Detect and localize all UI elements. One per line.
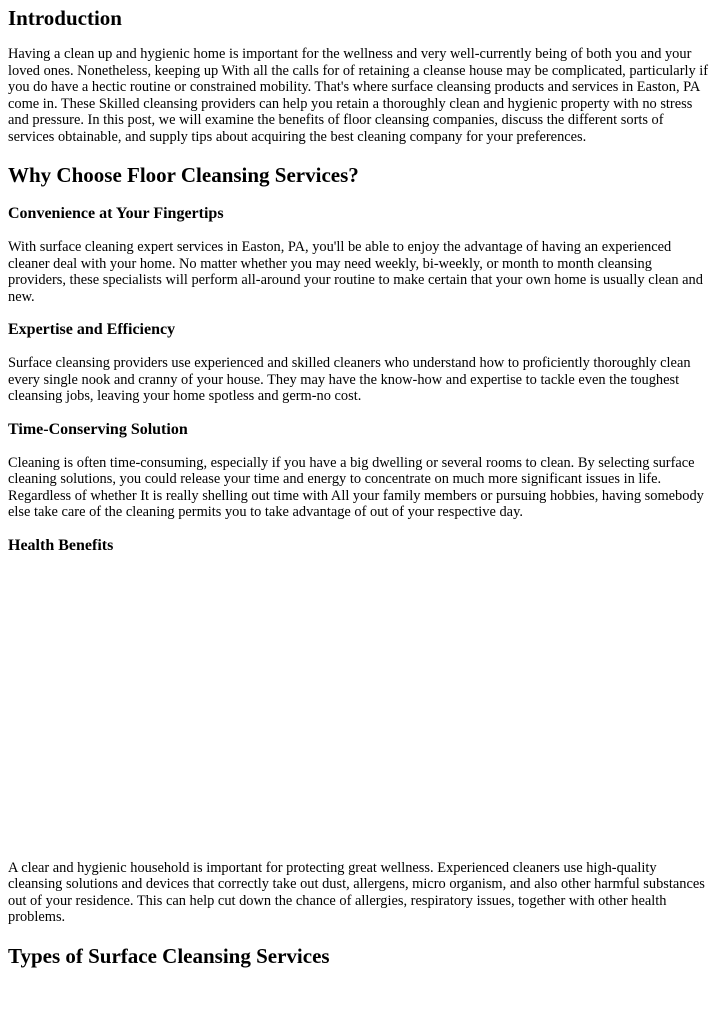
article [0, 6, 720, 968]
types-heading: Types of Surface Cleansing Services [8, 943, 330, 968]
time-conserving-paragraph: Cleaning is often time-consuming, especially if you have a big dwelling or several rooms to clean. By selecting surface cleaning solutions, you could release your time and energy to concentrate on much more significant issues in life. Regardless of whether It is really shelling out time with All your family members or pursuing hobbies, having somebody else take care of the cleaning permits you to take advantage of out of your respective day. [8, 454, 704, 520]
health-benefits-heading: Health Benefits [8, 536, 114, 554]
intro-heading: Introduction [8, 6, 122, 30]
intro-paragraph: Having a clean up and hygienic home is important for the wellness and very well-currently being of both you and your loved ones. Nonetheless, keeping up With all the calls for of retaining a cleanse house may be complicated, particularly if you do have a hectic routine or constrained mobility. That's where surface cleansing products and services in Easton, PA come in. These Skilled cleansing providers can help you retain a thoroughly clean and hygienic property with no stress and pressure. In this post, we will examine the benefits of floor cleansing companies, discuss the different sorts of services obtainable, and supply tips about acquiring the best cleaning company for your preferences. [8, 46, 709, 145]
convenience-heading: Convenience at Your Fingertips [8, 205, 224, 222]
blank-image-area [8, 556, 712, 860]
expertise-heading: Expertise and Efficiency [8, 321, 176, 338]
expertise-paragraph: Surface cleansing providers use experienced and skilled cleaners who understand how to proficiently thoroughly clean every single nook and cranny of your house. They may have the know-how and expertise to tackle even the toughest cleansing jobs, leaving your home spotless and germ-no cost. [8, 355, 691, 404]
why-heading: Why Choose Floor Cleansing Services? [8, 163, 359, 187]
time-conserving-heading: Time-Conserving Solution [8, 420, 188, 438]
convenience-paragraph: With surface cleaning expert services in Easton, PA, you'll be able to enjoy the advantage of having an experienced cleaner deal with your home. No matter whether you may need weekly, bi-weekly, or month to month cleansing providers, these specialists will perform all-around your routine to make certain that your own home is usually clean and new. [8, 239, 703, 305]
health-benefits-paragraph: A clear and hygienic household is important for protecting great wellness. Experienced cleaners use high-quality cleansing solutions and devices that correctly take out dust, allergens, micro organism, and also other harmful substances out of your residence. This can help cut down the chance of allergies, respiratory issues, together with other health problems. [8, 859, 705, 925]
